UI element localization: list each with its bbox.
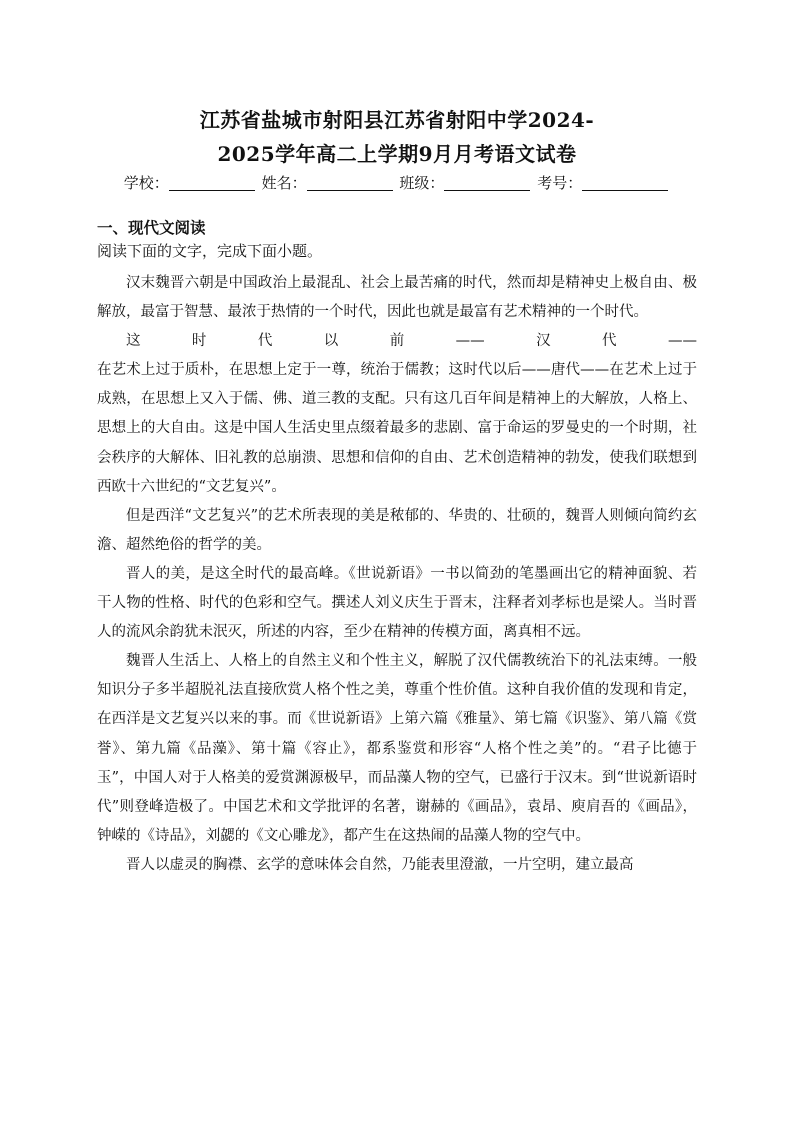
passage-paragraph-4: 晋人的美，是这全时代的最高峰。《世说新语》一书以简劲的笔墨画出它的精神面貌、若干人物的性格、时代的色彩和空气。撰述人刘义庆生于晋末，注释者刘孝标也是梁人。当时晋人的流风余韵犹未泯灭，所述的内容，至少在精神的传模方面，离真相不远。 bbox=[97, 565, 697, 641]
school-blank[interactable] bbox=[169, 176, 255, 191]
passage-paragraph-1: 汉末魏晋六朝是中国政治上最混乱、社会上最苦痛的时代，然而却是精神史上极自由、极解放，最富于智慧、最浓于热情的一个时代，因此也就是最富有艺术精神的一个时代。 bbox=[97, 275, 697, 321]
student-info-line bbox=[0, 172, 794, 193]
passage-paragraph-6: 晋人以虚灵的胸襟、玄学的意味体会自然，乃能表里澄澈，一片空明，建立最高 bbox=[126, 856, 634, 873]
exam-title-line1: 江苏省盐城市射阳县江苏省射阳中学2024- bbox=[199, 108, 595, 132]
name-label: 姓名： bbox=[261, 174, 307, 192]
name-blank[interactable] bbox=[307, 176, 393, 191]
class-blank[interactable] bbox=[444, 176, 530, 191]
passage-paragraph-2-first-line: 这时代以前——汉代—— bbox=[126, 333, 697, 350]
number-blank[interactable] bbox=[582, 176, 668, 191]
passage-paragraph-5: 魏晋人生活上、人格上的自然主义和个性主义，解脱了汉代儒教统治下的礼法束缚。一般知识分子多半超脱礼法直接欣赏人格个性之美，尊重个性价值。这种自我价值的发现和肯定，在西洋是文艺复兴以来的事。而《世说新语》上第六篇《雅量》、第七篇《识鉴》、第八篇《赏誉》、第九篇《品藻》、第十篇《容止》，都系鉴赏和形容“人格个性之美”的。“君子比德于玉”，中国人对于人格美的爱赏渊源极早，而品藻人物的空气，已盛行于汉末。到“世说新语时代”则登峰造极了。中国艺术和文学批评的名著，谢赫的《画品》，袁昂、庾肩吾的《画品》，钟嵘的《诗品》，刘勰的《文心雕龙》，都产生在这热闹的品藻人物的空气中。 bbox=[97, 653, 697, 844]
section-heading: 一、现代文阅读 bbox=[97, 219, 206, 237]
passage-paragraph-3: 但是西洋“文艺复兴”的艺术所表现的美是秾郁的、华贵的、壮硕的，魏晋人则倾向简约玄澹、超然绝俗的哲学的美。 bbox=[97, 507, 697, 553]
class-label: 班级： bbox=[399, 174, 445, 192]
section-instruction: 阅读下面的文字，完成下面小题。 bbox=[97, 242, 323, 260]
reading-passage bbox=[97, 269, 697, 880]
number-label: 考号： bbox=[537, 174, 583, 192]
exam-title-line2: 2025学年高二上学期9月月考语文试卷 bbox=[217, 142, 577, 166]
school-label: 学校： bbox=[123, 174, 169, 192]
passage-paragraph-2: 在艺术上过于质朴，在思想上定于一尊，统治于儒教；这时代以后——唐代——在艺术上过于成熟，在思想上又入于儒、佛、道三教的支配。只有这几百年间是精神上的大解放，人格上、思想上的大自由。这是中国人生活史里点缀着最多的悲剧、富于命运的罗曼史的一个时期，社会秩序的大解体、旧礼教的总崩溃、思想和信仰的自由、艺术创造精神的勃发，使我们联想到西欧十六世纪的“文艺复兴”。 bbox=[97, 362, 697, 495]
